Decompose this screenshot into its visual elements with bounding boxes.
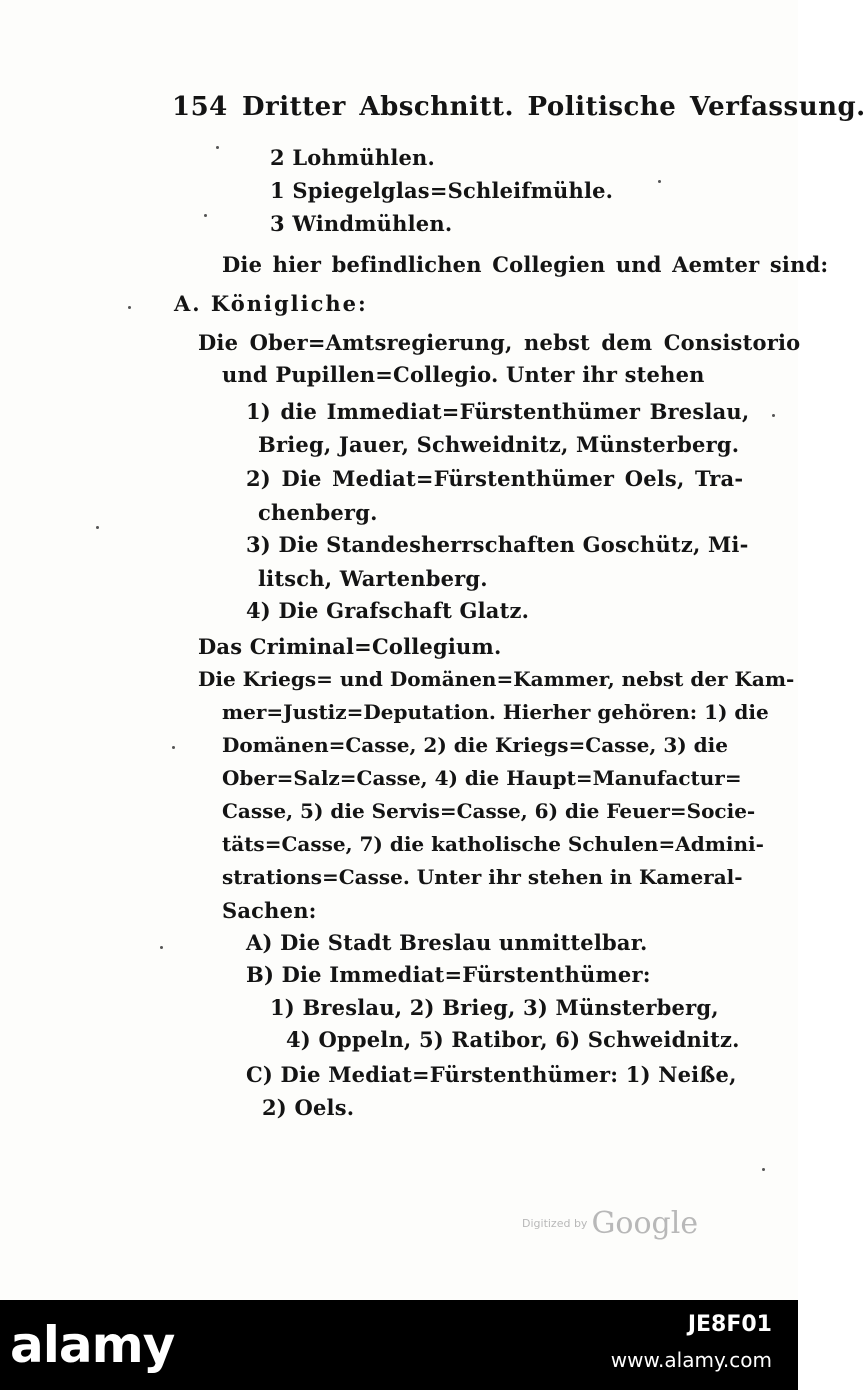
text-line: litsch, Wartenberg. — [258, 566, 488, 591]
scan-speck — [772, 414, 775, 417]
text-line: Brieg, Jauer, Schweidnitz, Münsterberg. — [258, 432, 740, 457]
text-line: Domänen=Casse, 2) die Kriegs=Casse, 3) die — [222, 733, 728, 757]
scan-speck — [204, 214, 207, 217]
scan-speck — [658, 180, 661, 183]
text-line: chenberg. — [258, 500, 378, 525]
text-line: Die hier befindlichen Collegien und Aemter sind: — [222, 252, 829, 277]
text-line: 2) Oels. — [262, 1095, 355, 1120]
digitized-label: Digitized by — [522, 1217, 588, 1230]
text-line: 1) die Immediat=Fürstenthümer Breslau, — [246, 399, 750, 424]
text-line: Die Kriegs= und Domänen=Kammer, nebst der Kam- — [198, 667, 795, 691]
text-line: 2 Lohmühlen. — [270, 145, 436, 170]
text-line: und Pupillen=Collegio. Unter ihr stehen — [222, 362, 705, 387]
scan-speck — [216, 146, 219, 149]
text-line: B) Die Immediat=Fürstenthümer: — [246, 962, 651, 987]
image-id: JE8F01 — [687, 1312, 772, 1337]
text-line: Das Criminal=Collegium. — [198, 634, 502, 659]
running-header: Dritter Abschnitt. Politische Verfassung. — [242, 92, 866, 122]
scan-speck — [172, 746, 175, 749]
text-line: 3) Die Standesherrschaften Goschütz, Mi- — [246, 532, 749, 557]
text-line: täts=Casse, 7) die katholische Schulen=Admini- — [222, 832, 764, 856]
text-line: C) Die Mediat=Fürstenthümer: 1) Neiße, — [246, 1062, 737, 1087]
text-line: Die Ober=Amtsregierung, nebst dem Consistorio — [198, 330, 801, 355]
text-line: strations=Casse. Unter ihr stehen in Kameral- — [222, 865, 743, 889]
scan-speck — [160, 946, 163, 949]
text-line: mer=Justiz=Deputation. Hierher gehören: 1) die — [222, 700, 769, 724]
text-line: Ober=Salz=Casse, 4) die Haupt=Manufactur= — [222, 766, 742, 790]
stock-url: www.alamy.com — [610, 1348, 772, 1372]
text-line: 1 Spiegelglas=Schleifmühle. — [270, 178, 614, 203]
text-line: 2) Die Mediat=Fürstenthümer Oels, Tra- — [246, 466, 744, 491]
digitized-by-google-watermark — [522, 1206, 698, 1241]
scan-speck — [128, 306, 131, 309]
text-line: 4) Oppeln, 5) Ratibor, 6) Schweidnitz. — [286, 1027, 740, 1052]
text-line: 4) Die Grafschaft Glatz. — [246, 598, 530, 623]
text-line: Casse, 5) die Servis=Casse, 6) die Feuer=Socie- — [222, 799, 756, 823]
text-line: A) Die Stadt Breslau unmittelbar. — [246, 930, 648, 955]
google-wordmark: Google — [591, 1206, 699, 1241]
text-line: 1) Breslau, 2) Brieg, 3) Münsterberg, — [270, 995, 719, 1020]
alamy-logo: alamy — [10, 1316, 175, 1374]
page-number: 154 — [172, 92, 228, 122]
text-line: Sachen: — [222, 898, 317, 923]
scan-speck — [96, 526, 99, 529]
scan-speck — [762, 1168, 765, 1171]
section-heading: A. Königliche: — [174, 291, 368, 316]
text-line: 3 Windmühlen. — [270, 211, 453, 236]
